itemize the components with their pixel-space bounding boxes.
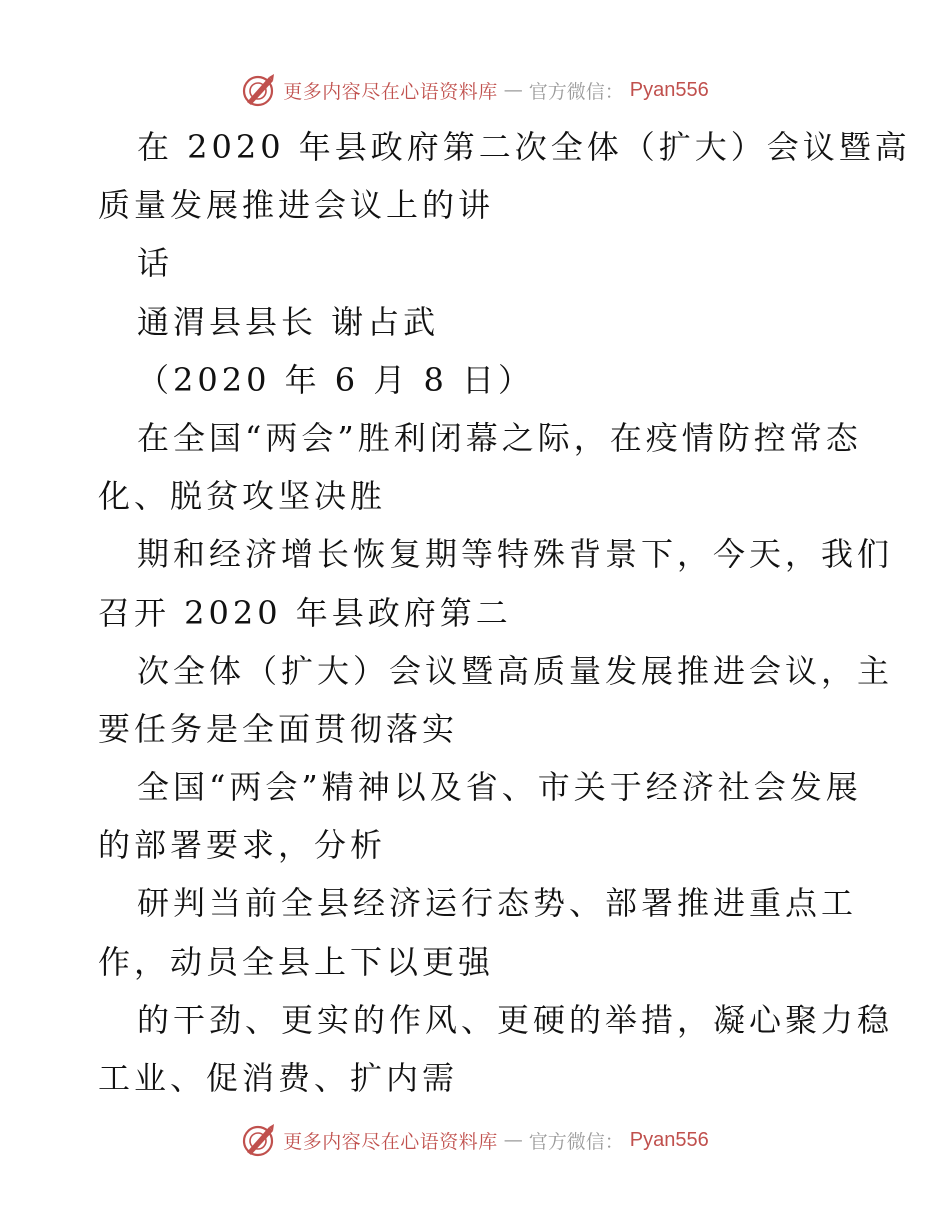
brand-logo-icon <box>241 1122 277 1158</box>
document-line: 在全国“两会”胜利闭幕之际，在疫情防控常态 <box>137 418 862 457</box>
header-banner-content <box>241 72 709 108</box>
document-line: 工业、促消费、扩内需 <box>98 1059 459 1097</box>
banner-brand-text: 更多内容尽在心语资料库 <box>283 1130 498 1153</box>
document-line: 作，动员全县上下以更强 <box>98 942 495 981</box>
document-line: 在 2020 年县政府第二次全体（扩大）会议暨高 <box>137 128 911 166</box>
banner-wechat-id: Pyan556 <box>629 78 709 101</box>
document-body <box>98 118 911 1107</box>
footer-banner-content <box>241 1122 709 1158</box>
banner-wechat-label: 官方微信： <box>528 80 624 103</box>
footer-banner <box>0 1120 950 1160</box>
header-banner <box>0 70 950 110</box>
document-line: 话 <box>137 244 174 283</box>
banner-separator: — <box>503 1129 523 1151</box>
document-line: 的部署要求，分析 <box>98 826 387 865</box>
document-line: 全国“两会”精神以及省、市关于经济社会发展 <box>137 768 862 807</box>
document-line: 要任务是全面贯彻落实 <box>98 709 459 748</box>
document-line: 次全体（扩大）会议暨高质量发展推进会议，主 <box>137 651 894 690</box>
document-line: 召开 2020 年县政府第二 <box>98 593 512 632</box>
document-line: 质量发展推进会议上的讲 <box>98 186 495 225</box>
banner-separator: — <box>503 79 523 101</box>
document-line: 期和经济增长恢复期等特殊背景下，今天，我们 <box>137 535 894 574</box>
brand-logo-icon <box>241 72 277 108</box>
document-line: （2020 年 6 月 8 日） <box>137 360 535 399</box>
banner-brand-text: 更多内容尽在心语资料库 <box>283 80 498 103</box>
banner-wechat-label: 官方微信： <box>528 1130 624 1153</box>
banner-wechat-id: Pyan556 <box>629 1128 709 1151</box>
document-line: 的干劲、更实的作风、更硬的举措，凝心聚力稳 <box>137 1000 894 1039</box>
document-line: 研判当前全县经济运行态势、部署推进重点工 <box>137 884 858 923</box>
document-line: 化、脱贫攻坚决胜 <box>98 477 387 516</box>
document-line: 通渭县县长 谢占武 <box>137 302 440 341</box>
